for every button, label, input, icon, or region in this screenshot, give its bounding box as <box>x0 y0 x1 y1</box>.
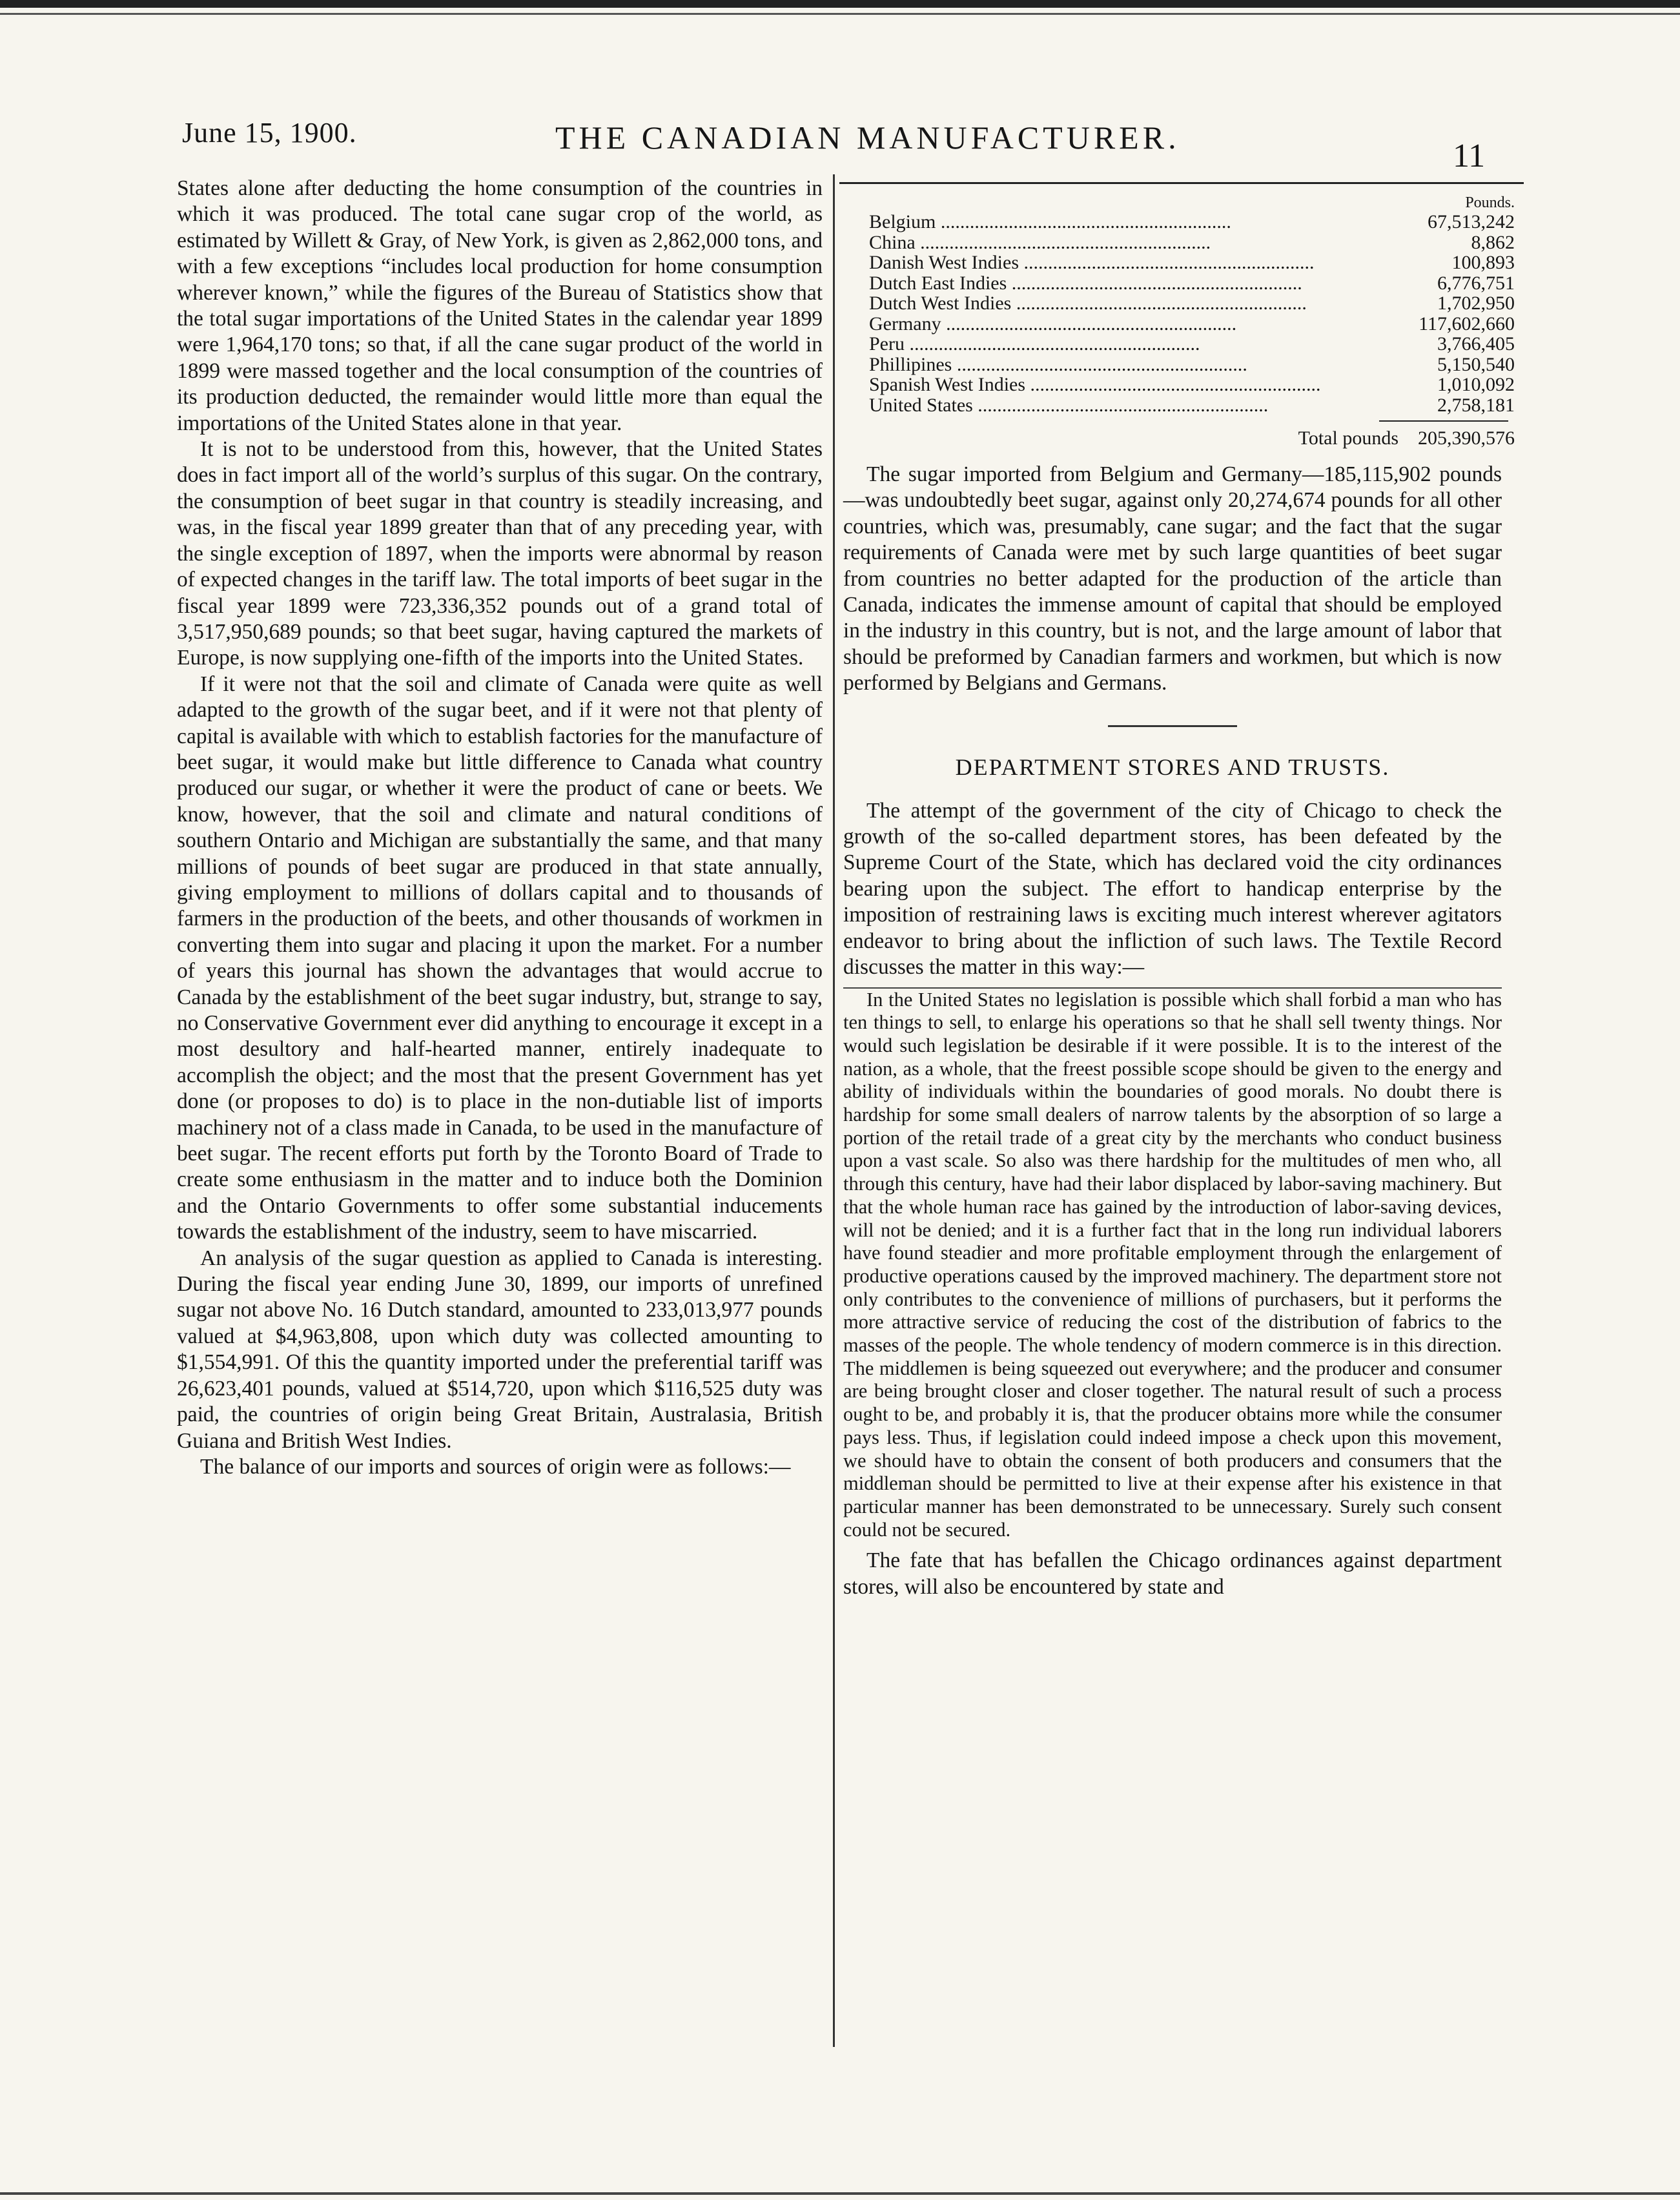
top-border-rule <box>0 0 1680 8</box>
paragraph: States alone after deducting the home consumption of the countries in which it was produced. The total cane sugar crop of the world, as estimated by Willett & Gray, of New York, is given as 2,862,000 tons, and with a few exceptions “includes local production for home consumption wherever known,” while the figures of the Bureau of Statistics show that the total sugar importations of the United States in the calendar year 1899 were 1,964,170 tons; so that, if all the cane sugar product of the world in 1899 were massed together and the local consumption of the countries of its production deducted, the remainder would little more than equal the importations of the United States alone in that year. <box>177 176 823 435</box>
table-row <box>869 376 1515 396</box>
country-cell: United States ............................................................ <box>869 396 1269 416</box>
page-number: 11 <box>1453 138 1486 174</box>
country-cell: Dutch East Indies ............................................................ <box>869 274 1302 294</box>
pounds-cell: 5,150,540 <box>1437 353 1515 375</box>
table-row <box>869 294 1515 315</box>
quoted-paragraph: In the United States no legislation is possible which shall forbid a man who has ten things to sell, to enlarge his operations so that he shall sell twenty things. Nor would such legislation be desirable if it were possible. It is to the interest of the nation, as a whole, that the freest possible scope should be given to the energy and ability of individuals within the boundaries of good morals. No doubt there is hardship for some small dealers of narrow talents by the absorption of so large a portion of the retail trade of a great city by the merchants who conduct business upon a vast scale. So also was there hardship for the multitudes of men who, all through this century, have had their labor displaced by labor-saving machinery. But that the whole human race has gained by the introduction of labor-saving devices, will not be denied; and it is a further fact that in the long run individual laborers have found steadier and more profitable employment through the enlargement of productive operations caused by the improved machinery. The department store not only contributes to the convenience of millions of purchasers, but it performs the more attractive service of reducing the cost of the distribution of fabrics to the masses of the people. The whole tendency of modern commerce is in this direction. The middlemen is being squeezed out everywhere; and the producer and consumer are being brought closer and closer together. The natural result of such a process ought to be, and probably it is, that the producer obtains more while the consumer pays less. Thus, if legislation could indeed impose a check upon this movement, we should have to obtain the consent of both producers and consumers that the middleman should be permitted to live at their expense after his existence in that particular manner has been demonstrated to be unnecessary. Surely such consent could not be secured. <box>843 988 1502 1541</box>
country-cell: Dutch West Indies ............................................................ <box>869 294 1307 314</box>
total-rule <box>1379 420 1508 422</box>
country-cell: Peru ............................................................ <box>869 335 1200 355</box>
table-row <box>869 254 1515 274</box>
table-row <box>869 231 1515 254</box>
table-row <box>869 396 1515 417</box>
total-label: Total pounds <box>1298 427 1398 449</box>
paragraph: An analysis of the sugar question as applied to Canada is interesting. During the fiscal year ending June 30, 1899, our imports of unrefined sugar not above No. 16 Dutch standard, amounted to 233,013,977 pounds valued at $4,963,808, upon which duty was collected amounting to $1,554,991. Of this the quantity imported under the preferential tariff was 26,623,401 pounds, valued at $514,720, upon which $116,525 duty was paid, the countries of origin being Great Britain, Australasia, British Guiana and British West Indies. <box>177 1246 823 1453</box>
total-value: 205,390,576 <box>1418 427 1515 449</box>
paragraph: The attempt of the government of the city of Chicago to check the growth of the so-called department stores, has been defeated by the Supreme Court of the State, which has declared void the city ordinances bearing upon the subject. The effort to handicap enterprise by the imposition of restraining laws is exciting much interest wherever agitators endeavor to bring about the infliction of such laws. The Textile Record discusses the matter in this way:— <box>843 798 1502 980</box>
pounds-cell: 2,758,181 <box>1437 394 1515 416</box>
paragraph: The balance of our imports and sources of origin were as follows:— <box>200 1454 791 1479</box>
pounds-cell: 1,010,092 <box>1437 374 1515 395</box>
country-cell: Danish West Indies ............................................................ <box>869 254 1315 273</box>
right-column <box>843 194 1515 1600</box>
left-column <box>177 176 823 1480</box>
pounds-cell: 1,702,950 <box>1437 293 1515 314</box>
section-heading: DEPARTMENT STORES AND TRUSTS. <box>955 754 1390 780</box>
publication-title: THE CANADIAN MANUFACTURER. <box>555 119 1180 156</box>
table-row <box>869 274 1515 295</box>
country-cell: Germany ............................................................ <box>869 314 1237 334</box>
paragraph: The fate that has befallen the Chicago ordinances against department stores, will also be encountered by state and <box>843 1548 1502 1599</box>
table-row <box>869 315 1515 336</box>
country-cell: China ............................................................ <box>869 233 1211 253</box>
column-divider <box>833 174 835 2047</box>
pounds-cell: 6,776,751 <box>1437 272 1515 294</box>
page-header <box>0 110 1680 174</box>
paragraph: It is not to be understood from this, however, that the United States does in fact import all of the world’s surplus of this sugar. On the contrary, the consumption of beet sugar in that country is steadily increasing, and was, in the fiscal year 1899 greater than that of any preceding year, with the single exception of 1897, when the imports were abnormal by reason of expected changes in the tariff law. The total imports of beet sugar in the fiscal year 1899 were 723,336,352 pounds out of a grand total of 3,517,950,689 pounds; so that beet sugar, having captured the markets of Europe, is now supplying one-fifth of the imports into the United States. <box>177 437 823 670</box>
pounds-cell: 117,602,660 <box>1419 313 1515 334</box>
pounds-cell: 67,513,242 <box>1428 211 1515 232</box>
table-total-row <box>869 424 1515 453</box>
table-row <box>869 353 1515 376</box>
table-row <box>869 335 1515 356</box>
country-cell: Phillipines ............................................................ <box>869 355 1247 375</box>
pounds-cell: 8,862 <box>1471 231 1515 253</box>
issue-date: June 15, 1900. <box>182 117 357 149</box>
country-cell: Belgium ............................................................ <box>869 213 1231 232</box>
pounds-cell: 3,766,405 <box>1437 333 1515 355</box>
header-rule <box>839 182 1524 184</box>
paragraph: The sugar imported from Belgium and Germany—185,115,902 pounds—was undoubtedly beet sugar, against only 20,274,674 pounds for all other countries, which was, presumably, cane sugar; and the fact that the sugar requirements of Canada were met by such large quantities of beet sugar from countries no better adapted for the production of the article than Canada, indicates the immense amount of capital that should be employed in the industry in this country, but is not, and the large amount of labor that should be preformed by Canadian farmers and workmen, but which is now performed by Belgians and Germans. <box>843 462 1502 695</box>
top-border-rule-thin <box>0 13 1680 15</box>
pounds-cell: 100,893 <box>1451 252 1515 273</box>
bottom-border-rule <box>0 2192 1680 2195</box>
country-cell: Spanish West Indies ............................................................ <box>869 376 1321 395</box>
table-unit-header: Pounds. <box>1465 194 1515 211</box>
sugar-imports-table <box>869 194 1515 453</box>
table-row <box>869 213 1515 234</box>
paragraph: If it were not that the soil and climate of Canada were quite as well adapted to the growth of the sugar beet, and if it were not that plenty of capital is available with which to establish factories for the manufacture of beet sugar, it would make but little difference to Canada what country produced our sugar, or whether it were the product of cane or beets. We know, however, that the soil and climate and natural conditions of southern Ontario and Michigan are substantially the same, and that many millions of pounds of beet sugar are produced in that state annually, giving employment to millions of dollars capital and to thousands of farmers in the production of the beets, and other thousands of workmen in converting them into sugar and placing it upon the market. For a number of years this journal has shown the advantages that would accrue to Canada by the establishment of the beet sugar industry, but, strange to say, no Conservative Government ever did anything to encourage it except in a most desultory and half-hearted manner, entirely inadequate to accomplish the object; and the most that the present Government has yet done (or proposes to do) is to place in the non-dutiable list of imports machinery not of a class made in Canada, to be used in the manufacture of beet sugar. The recent efforts put forth by the Toronto Board of Trade to create some enthusiasm in the matter and to induce both the Dominion and the Ontario Governments to offer some substantial inducements towards the establishment of the industry, seem to have miscarried. <box>177 672 823 1244</box>
section-separator <box>1108 725 1237 727</box>
